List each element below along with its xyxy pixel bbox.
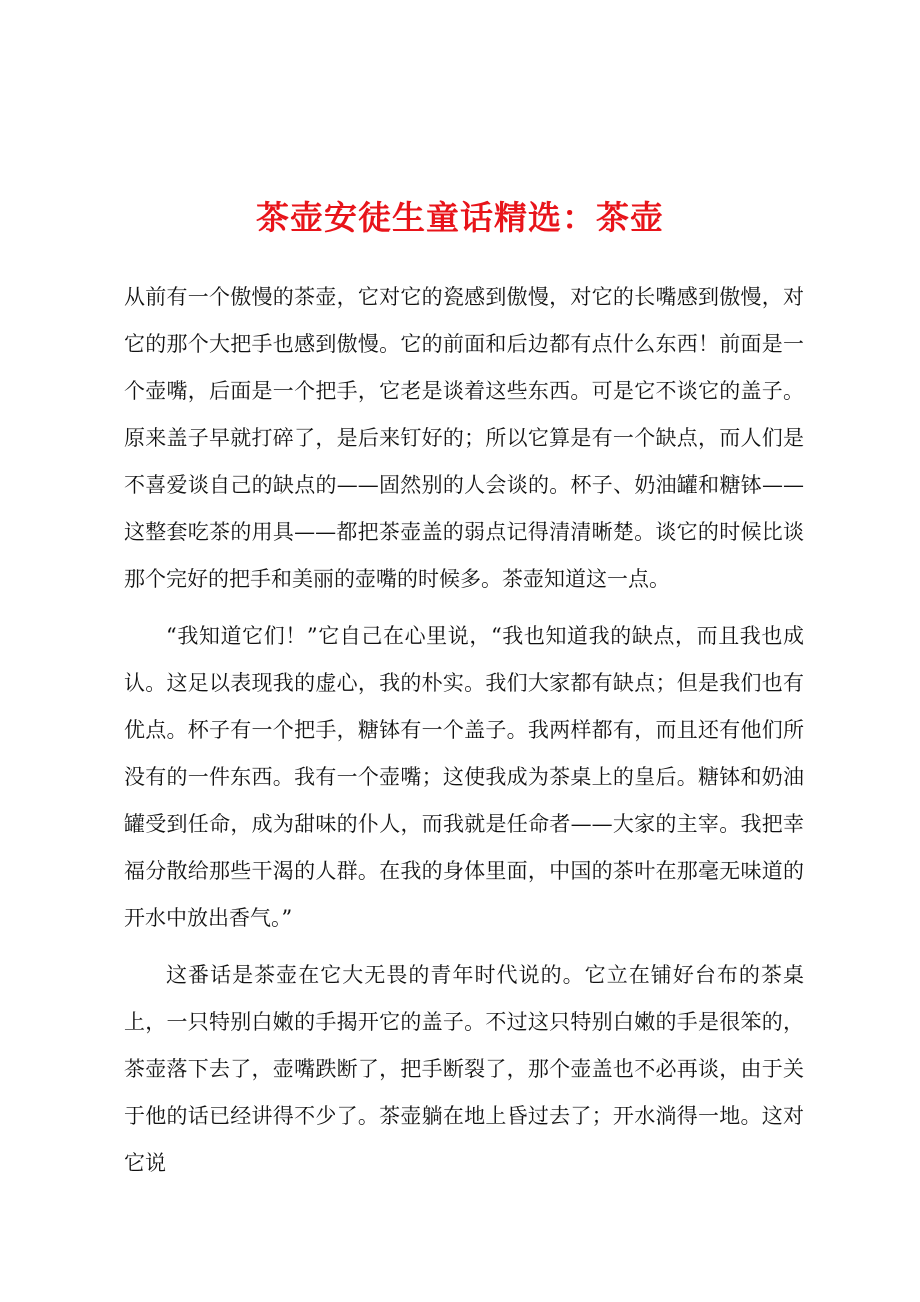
document-title: 茶壶安徒生童话精选：茶壶 [256, 198, 664, 237]
paragraph-1: 从前有一个傲慢的茶壶，它对它的瓷感到傲慢，对它的长嘴感到傲慢，对它的那个大把手也感到傲慢。它的前面和后边都有点什么东西！前面是一个壶嘴，后面是一个把手，它老是谈着这些东西。可是它不谈它的盖子。原来盖子早就打碎了，是后来钉好的；所以它算是有一个缺点，而人们是不喜爱谈自己的缺点的——固然别的人会谈的。杯子、奶油罐和糖钵——这整套吃茶的用具——都把茶壶盖的弱点记得清清晰楚。谈它的时候比谈那个完好的把手和美丽的壶嘴的时候多。茶壶知道这一点。 [124, 285, 804, 591]
paragraph-3: 这番话是茶壶在它大无畏的青年时代说的。它立在铺好台布的茶桌上，一只特别白嫩的手揭开它的盖子。不过这只特别白嫩的手是很笨的，茶壶落下去了，壶嘴跌断了，把手断裂了，那个壶盖也不必再谈，由于关于他的话已经讲得不少了。茶壶躺在地上昏过去了；开水淌得一地。这对它说 [124, 963, 804, 1175]
paragraph-2: “我知道它们！”它自己在心里说，“我也知道我的缺点，而且我也成认。这足以表现我的虚心，我的朴实。我们大家都有缺点；但是我们也有优点。杯子有一个把手，糖钵有一个盖子。我两样都有，而且还有他们所没有的一件东西。我有一个壶嘴；这使我成为茶桌上的皇后。糖钵和奶油罐受到任命，成为甜味的仆人，而我就是任命者——大家的主宰。我把幸福分散给那些干渴的人群。在我的身体里面，中国的茶叶在那毫无味道的开水中放出香气。” [124, 624, 804, 930]
document-body [124, 274, 804, 1197]
